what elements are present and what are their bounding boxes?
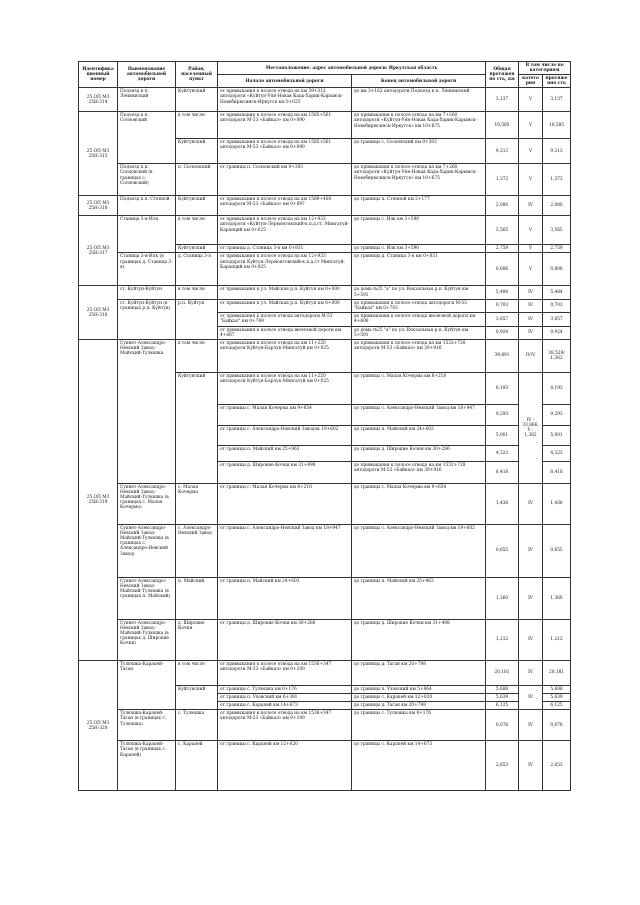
road-category-length: 0,703 xyxy=(543,299,571,312)
road-id: 25 ОП МЗ 25Н-315 xyxy=(79,112,118,196)
road-start: от примыкания к полосе отвода на км 1536+347 автодороги М-53 «Байкал» км 0+100 xyxy=(218,661,352,686)
road-category: V xyxy=(519,216,543,245)
road-category: V xyxy=(519,88,543,112)
road-start: от границы п. Майский км 24+603 xyxy=(218,578,352,620)
table-row xyxy=(79,620,571,661)
road-end: до границы п. Уховский км 5+864 xyxy=(352,686,486,694)
road-district: Куйтунский xyxy=(176,373,218,484)
road-start: от границы с. Карапей км 12+020 xyxy=(218,741,352,791)
road-total-length: 9,293 xyxy=(486,405,519,426)
road-total-length: 5,688 xyxy=(486,686,519,694)
road-start: от границы с. Малая Кочерма км 8+218 xyxy=(218,484,352,525)
road-name: Подъезд к п. Сосновский xyxy=(118,112,176,164)
road-total-length: 4,323 xyxy=(486,446,519,462)
road-id: 25 ОП МЗ 25Н-320 xyxy=(79,661,118,791)
road-district: Куйтунский xyxy=(176,88,218,112)
road-total-length: 0,655 xyxy=(486,525,519,578)
road-id: 25 ОП МЗ 25Н-314 xyxy=(79,88,118,112)
road-category: IV xyxy=(519,525,543,578)
road-category-length: 5,688 xyxy=(543,686,571,694)
road-start: от границы д. Широкие Кочки км 30+286 xyxy=(218,620,352,661)
road-district: р.п. Куйтун xyxy=(176,299,218,339)
road-category-length: 2,759 xyxy=(543,245,571,253)
road-total-length: 8,193 xyxy=(486,373,519,405)
road-end: до границы п. Майский км 24+603 xyxy=(352,426,486,446)
road-name: Тулюшка-Карапей-Таган (в границах с. Тулюшка) xyxy=(118,710,176,741)
road-total-length: 2,759 xyxy=(486,245,519,253)
road-end: до примыкания к полосе отвода железной дороги км 4+606 xyxy=(352,312,486,326)
road-district: Куйтунский xyxy=(176,245,218,253)
road-start: от примыкания к полосе отвода автодороги М-53 "Байкал" км 0+749 xyxy=(218,312,352,326)
road-district: в том числе xyxy=(176,340,218,373)
road-category: IV xyxy=(519,741,543,791)
road-category-length: 9,293 xyxy=(543,405,571,426)
header-by-category: В том числе по категориям xyxy=(519,62,571,75)
road-start: от примыкания к полосе отвода железной дороги км 4+667 xyxy=(218,326,352,339)
road-end: до границы п. Майский км 25+963 xyxy=(352,578,486,620)
road-total-length: 39,891 xyxy=(486,340,519,373)
road-category: IV xyxy=(519,686,543,710)
road-total-length: 0,076 xyxy=(486,710,519,741)
table-row xyxy=(79,216,571,245)
road-category: IV xyxy=(519,196,543,216)
road-category: IV xyxy=(519,710,543,741)
road-name: Подъезд к п. Лениниский xyxy=(118,88,176,112)
road-district: с. Александро-Невский Завод xyxy=(176,525,218,578)
road-end: до дома №25 "а" по ул. Вокзальная р.п. Куйтун км 5+591 xyxy=(352,326,486,339)
road-name: Станица 3-я-Илк xyxy=(118,216,176,253)
road-total-length: 3,137 xyxy=(486,88,519,112)
road-start: от примыкания к полосе отвода на км 12+933 автодороги Куйтун-Лермонтовский-к.п.д.ст Мингатуй-Карапций км 0+025 xyxy=(218,253,352,286)
road-category-length: 1,372 xyxy=(543,164,571,196)
road-start: от границы д. Широкие Кочки км 31+498 xyxy=(218,462,352,484)
road-end: до границы д. Таган км 20+798 xyxy=(352,661,486,686)
road-end: до границы д. Таган км 20+798 xyxy=(352,702,486,710)
road-category: V xyxy=(519,253,543,286)
road-category-length: 1,212 xyxy=(543,620,571,661)
road-category-length: 1,436 xyxy=(543,484,571,525)
road-start: от границы с. Александро-Невский Заводок 19+602 xyxy=(218,426,352,446)
road-name: Сукнет-Александро-Невский Завод-Майский-Тулюшка (в границах с. Александро-Невский Завод) xyxy=(118,525,176,578)
road-end: до границы с. Малая Кочерма км 8+218 xyxy=(352,373,486,405)
road-start: от примыкания к полосе отвода на км 39+312 автодороги «Куйтун-Уян-Новая Када-Харик-Карымск-Новобирюсинск-Иркутск км 0+025 xyxy=(218,88,352,112)
road-start: от границы с. Тулюшка км 0+176 xyxy=(218,686,352,694)
road-district: д. Широкие Кочки xyxy=(176,620,218,661)
road-total-length: 5,484 xyxy=(486,286,519,299)
road-category-length: 6,125 xyxy=(543,702,571,710)
road-category-length: 8,193 xyxy=(543,373,571,405)
header-location: Местоположение: адрес автомобильной дороги: Иркутская область xyxy=(218,62,486,75)
road-name: Подъезд к п. Сосновский (в границах с. Сосновский) xyxy=(118,164,176,196)
road-district: с. Малая Кочерма xyxy=(176,484,218,525)
table-row xyxy=(79,88,571,112)
road-category: V xyxy=(519,245,543,253)
road-start: от границы п. Майский км 25+963 xyxy=(218,446,352,462)
table-row xyxy=(79,164,571,196)
road-category-length: 5,001 xyxy=(543,426,571,446)
road-total-length: 2,653 xyxy=(486,741,519,791)
road-category-length: 1,360 xyxy=(543,578,571,620)
road-category: IV xyxy=(519,484,543,525)
road-total-length: 3,857 xyxy=(486,312,519,326)
road-end: до примыкания к полосе отвода на км 1532+728 автодороги М-53 «Байкал» км 39+916 xyxy=(352,340,486,373)
road-district: Куйтунский xyxy=(176,686,218,710)
road-district: с. Тулюшка xyxy=(176,710,218,741)
road-category: IV xyxy=(519,620,543,661)
road-category: V xyxy=(519,164,543,196)
road-end: до км 3+162 автодороги Подъезд к п. Лениниский xyxy=(352,88,486,112)
road-total-length: 1,372 xyxy=(486,164,519,196)
road-total-length: 5,639 xyxy=(486,694,519,702)
header-road-name: Наименование автомобильной дороги xyxy=(118,62,176,88)
road-category-length: 38,529/ 1,362 xyxy=(543,340,571,373)
road-category: IV xyxy=(519,326,543,339)
table-row xyxy=(79,286,571,299)
header-start: Начало автомобильной дороги xyxy=(218,75,352,88)
road-name: Станица 3-я-Илк (в границах д. Станица 3-я) xyxy=(118,253,176,286)
header-id: Идентифика ционный номер xyxy=(79,62,118,88)
road-start: от примыкания к полосе отвода на км 1585+561 автодороги М-53 «Байкал» км 0+090 xyxy=(218,112,352,139)
road-category-length: 9,213 xyxy=(543,139,571,164)
table-row xyxy=(79,340,571,373)
road-name: Тулюшка-Карапей-Таган xyxy=(118,661,176,710)
table-row xyxy=(79,578,571,620)
road-category-length: 3,857 xyxy=(543,312,571,326)
road-end: до дома №25 "а" по ул. Вокзальная р.п. Куйтун км 5+591 xyxy=(352,286,486,299)
road-district: в том числе xyxy=(176,661,218,686)
road-category-length: 0,806 xyxy=(543,253,571,286)
road-id: 25 ОП МЗ 25Н-319 xyxy=(79,340,118,661)
table-row xyxy=(79,299,571,312)
road-end: до границы д. Широкие Кочки км 30+286 xyxy=(352,446,486,462)
header-total-length: Общая протяженно сть, км xyxy=(486,62,519,88)
road-name: Сукнет-Александро-Невский Завод-Майский-Тулюшка xyxy=(118,340,176,484)
road-district: д. Станица 3-я xyxy=(176,253,218,286)
road-name: ст. Куйтун-Куйтун (в границах р.п. Куйтун) xyxy=(118,299,176,339)
road-name: Сукнет-Александро-Невский Завод-Майский-Тулюшка (в границах п. Майский) xyxy=(118,578,176,620)
road-total-length: 5,001 xyxy=(486,426,519,446)
road-total-length: 0,703 xyxy=(486,299,519,312)
road-name: Тулюшка-Карапей-Таган (в границах с. Карапей) xyxy=(118,741,176,791)
road-end: до примыкания к полосе отвода на км 1532+728 автодороги М-53 «Байкал» км 39+916 xyxy=(352,462,486,484)
road-total-length: 8,418 xyxy=(486,462,519,484)
table-row xyxy=(79,253,571,286)
road-name: ст. Куйтун-Куйтун xyxy=(118,286,176,299)
road-total-length: 3,565 xyxy=(486,216,519,245)
road-end: до границы с. Александро-Невский Завод км 19+602 xyxy=(352,525,486,578)
road-start: от примыкания к полосе отвода на км 1585+561 автодороги М-53 «Байкал» км 0+090 xyxy=(218,139,352,164)
road-end: до границы с. Александро-Невский Завод км 18+947 xyxy=(352,405,486,426)
road-category: IV xyxy=(519,286,543,299)
road-category: IV xyxy=(519,312,543,326)
road-district: в том числе xyxy=(176,216,218,245)
road-category-length: 0,924 xyxy=(543,326,571,339)
road-end: до границы д. Станица 3-я км 0+831 xyxy=(352,253,486,286)
table-row xyxy=(79,196,571,216)
road-start: от примыкания к полосе отвода на км 12+933 автодороги «Куйтун-Лермонтовский-к.п.д.ст. Мингатуй-Карапций км 0+025 xyxy=(218,216,352,245)
road-start: от границы с. Александро-Невский Завод км 18+947 xyxy=(218,525,352,578)
road-start: от примыкания к ул. Майская р.п. Куйтун км 0+000 xyxy=(218,286,352,299)
header-district: Район, населенный пункт xyxy=(176,62,218,88)
road-start: от примыкания к полосе отвода на км 11+220 автодороги Куйтун-Барлук-Мингатуй км 0+025 xyxy=(218,340,352,373)
road-start: от границы с. Малая Кочерма км 9+654 xyxy=(218,405,352,426)
road-start: от примыкания к ул. Майская р.п. Куйтун км 0+000 xyxy=(218,299,352,312)
road-start: от границы д. Станица 3-я км 0+831 xyxy=(218,245,352,253)
road-total-length: 0,924 xyxy=(486,326,519,339)
road-end: до границы с. Малая Кочерма км 9+654 xyxy=(352,484,486,525)
table-row xyxy=(79,710,571,741)
road-category: IV xyxy=(519,299,543,312)
road-category: IV xyxy=(519,578,543,620)
road-end: до границы д. Широкие Кочки км 31+498 xyxy=(352,620,486,661)
road-district: в том числе xyxy=(176,112,218,139)
road-start: от границы п. Сосновский км 9+303 xyxy=(218,164,352,196)
road-start: от границы п. Уховский км 6+381 xyxy=(218,694,352,702)
road-category: V xyxy=(519,139,543,164)
road-end: до границы с. Тулюшка км 0+176 xyxy=(352,710,486,741)
road-category: IV - 33,866, V - 1,362 xyxy=(519,373,543,484)
road-id: 25 ОП МЗ 25Н-318 xyxy=(79,286,118,340)
road-category: V xyxy=(519,112,543,139)
road-category: IV/V xyxy=(519,340,543,373)
road-district: п. Майский xyxy=(176,578,218,620)
road-start: от примыкания к полосе отвода на км 11+220 автодороги Куйтун-Барлук-Мингатуй км 0+025 xyxy=(218,373,352,405)
road-end: до примыкания к полосе отвода на км 7+260 автодороги «Куйтун-Уян-Новая Када-Харик-Карымск-Новобирюсинск-Иркутск» км 10+675 xyxy=(352,112,486,139)
road-start: от границы с. Карапей км 14+673 xyxy=(218,702,352,710)
table-row xyxy=(79,661,571,686)
road-total-length: 1,212 xyxy=(486,620,519,661)
road-end: до примыкания к полосе отвода автодороги М-53 "Байкал" км 0+703 xyxy=(352,299,486,312)
header-end: Конец автомобильной дороги xyxy=(352,75,486,88)
table-row xyxy=(79,112,571,139)
road-category-length: 0,655 xyxy=(543,525,571,578)
road-total-length: 10,585 xyxy=(486,112,519,139)
road-total-length: 2,080 xyxy=(486,196,519,216)
road-category-length: 4,323 xyxy=(543,446,571,462)
road-category-length: 8,418 xyxy=(543,462,571,484)
road-registry-table xyxy=(78,61,570,791)
road-category-length: 10,585 xyxy=(543,112,571,139)
road-category-length: 5,484 xyxy=(543,286,571,299)
road-id: 25 ОП МЗ 25Н-316 xyxy=(79,196,118,216)
road-start: от примыкания к полосе отвода на км 1589+400 автодороги М-53 «Байкал» км 0+097 xyxy=(218,196,352,216)
road-start: от примыкания к полосе отвода на км 1536+347 автодороги М-53 «Байкал» км 0+100 xyxy=(218,710,352,741)
header-category: катего рия xyxy=(519,75,543,88)
road-name: Подъезд к п. Степной xyxy=(118,196,176,216)
road-name: Сукнет-Александро-Невский Завод-Майский-Тулюшка (в границах д. Широкие Кочки) xyxy=(118,620,176,661)
table-row xyxy=(79,741,571,791)
road-total-length: 0,806 xyxy=(486,253,519,286)
table-row xyxy=(79,484,571,525)
road-end: до границы с. Карапей км 12+020 xyxy=(352,694,486,702)
road-end: до границы с. Сосновский км 9+303 xyxy=(352,139,486,164)
road-end: до границы с. Илк км 3+590 xyxy=(352,245,486,253)
road-total-length: 20,181 xyxy=(486,661,519,686)
road-end: до границы п. Степной км 2+177 xyxy=(352,196,486,216)
road-end: до границы с. Карапей км 14+673 xyxy=(352,741,486,791)
table-row xyxy=(79,525,571,578)
road-district: с. Карапей xyxy=(176,741,218,791)
road-category-length: 3,565 xyxy=(543,216,571,245)
road-end: до границы с. Илк км 3+590 xyxy=(352,216,486,245)
road-category-length: 2,080 xyxy=(543,196,571,216)
road-category-length: 0,076 xyxy=(543,710,571,741)
road-category-length: 3,137 xyxy=(543,88,571,112)
road-district: п. Сосновский xyxy=(176,164,218,196)
header-category-length: протяженно сть xyxy=(543,75,571,88)
road-category-length: 2,653 xyxy=(543,741,571,791)
road-district: Куйтунский xyxy=(176,196,218,216)
road-category-length: 20,181 xyxy=(543,661,571,686)
road-name: Сукнет-Александро-Невский Завод-Майский-Тулюшка (в границах с. Малая Кочерма) xyxy=(118,484,176,525)
road-district: Куйтунский xyxy=(176,139,218,164)
road-total-length: 6,125 xyxy=(486,702,519,710)
road-id: 25 ОП МЗ 25Н-317 xyxy=(79,216,118,286)
road-total-length: 1,360 xyxy=(486,578,519,620)
road-category: IV xyxy=(519,661,543,686)
road-total-length: 9,213 xyxy=(486,139,519,164)
road-district: в том числе xyxy=(176,286,218,299)
road-end: до примыкания к полосе отвода на км 7+260 автодороги «Куйтун-Уян-Новая Када-Харик-Карымск-Новобирюсинск-Иркутск» км 10+675 xyxy=(352,164,486,196)
road-total-length: 1,436 xyxy=(486,484,519,525)
road-category-length: 5,639 xyxy=(543,694,571,702)
